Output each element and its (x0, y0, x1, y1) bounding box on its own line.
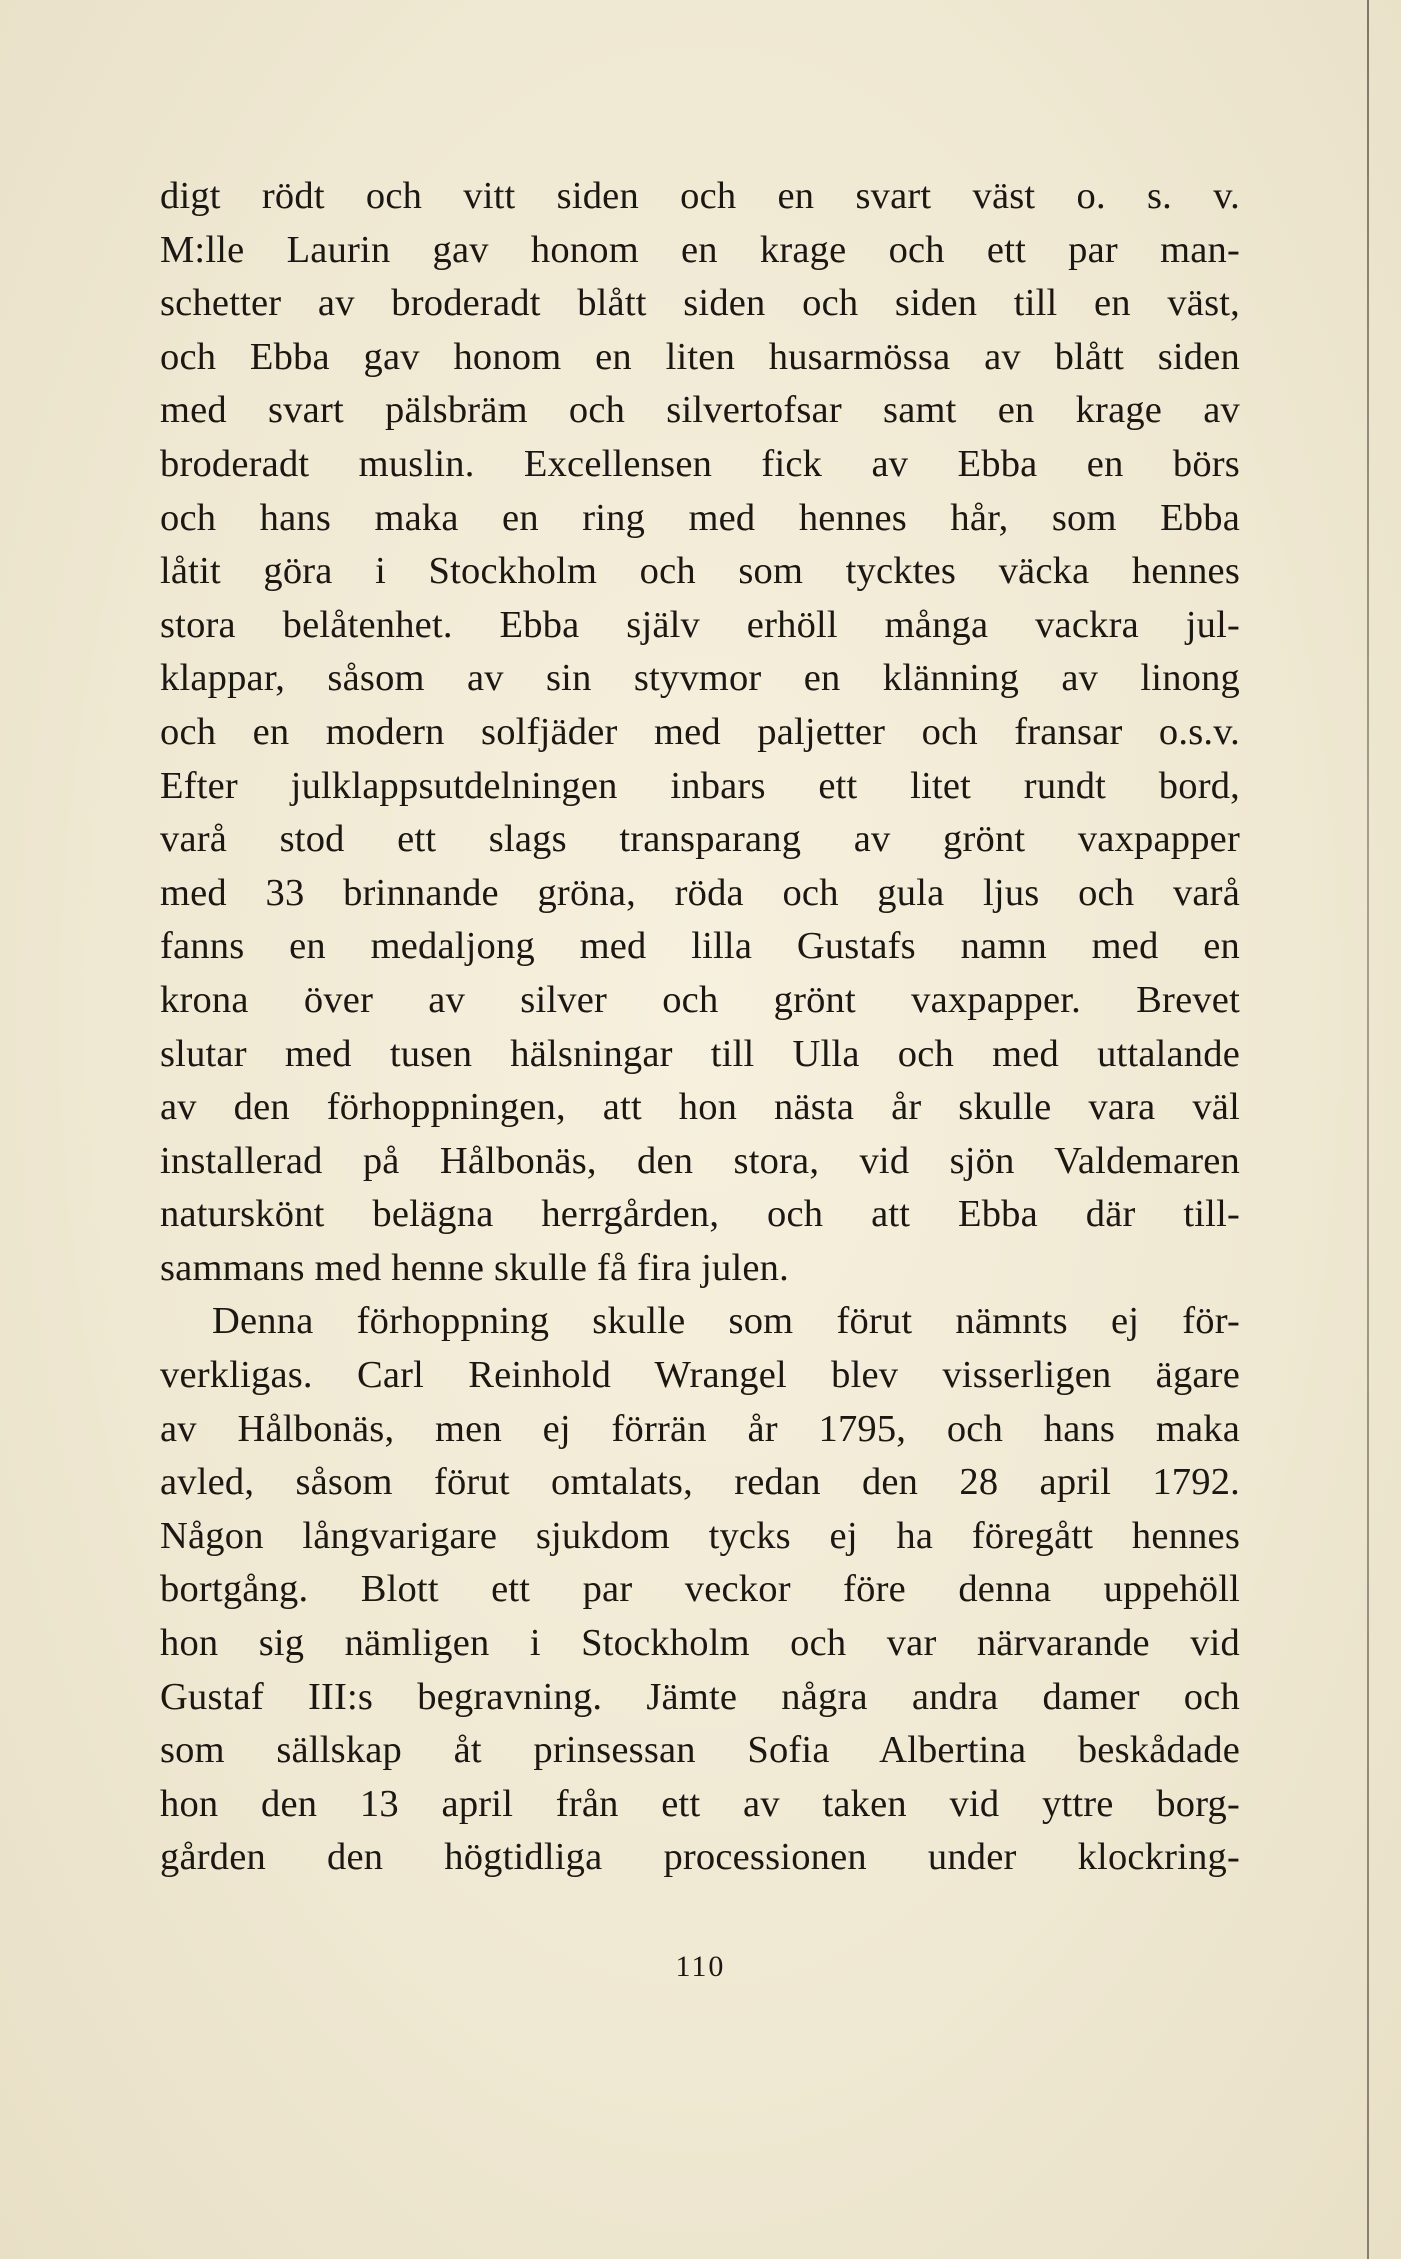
text-line: klappar, såsom av sin styvmor en klänning av linong (160, 657, 1240, 700)
text-line: fanns en medaljong med lilla Gustafs namn med en (160, 925, 1240, 968)
text-line: Någon långvarigare sjukdom tycks ej ha föregått hennes (160, 1514, 1240, 1557)
text-line: avled, såsom förut omtalats, redan den 28 april 1792. (160, 1461, 1240, 1504)
text-line: Efter julklappsutdelningen inbars ett litet rundt bord, (160, 764, 1240, 807)
text-line: stora belåtenhet. Ebba själv erhöll många vackra jul- (160, 603, 1240, 646)
text-line: med svart pälsbräm och silvertofsar samt en krage av (160, 389, 1240, 432)
text-line: med 33 brinnande gröna, röda och gula ljus och varå (160, 871, 1240, 914)
text-line: slutar med tusen hälsningar till Ulla och med uttalande (160, 1032, 1240, 1075)
page-edge-shadow (1367, 0, 1369, 2259)
body-text (160, 170, 1240, 1885)
text-line: sammans med henne skulle få fira julen. (160, 1246, 789, 1289)
text-line: krona över av silver och grönt vaxpapper. Brevet (160, 978, 1240, 1021)
text-line: digt rödt och vitt siden och en svart väst o. s. v. (160, 175, 1240, 217)
text-line: bortgång. Blott ett par veckor före denna uppehöll (160, 1568, 1240, 1611)
text-line: hon den 13 april från ett av taken vid yttre borg- (160, 1782, 1240, 1825)
text-line: varå stod ett slags transparang av grönt vaxpapper (160, 818, 1240, 861)
text-line: av Hålbonäs, men ej förrän år 1795, och hans maka (160, 1407, 1240, 1450)
text-line: Denna förhoppning skulle som förut nämnts ej för- (212, 1300, 1240, 1343)
text-line: som sällskap åt prinsessan Sofia Albertina beskådade (160, 1729, 1240, 1772)
text-line: låtit göra i Stockholm och som tycktes väcka hennes (160, 550, 1240, 593)
text-line: Gustaf III:s begravning. Jämte några andra damer och (160, 1675, 1240, 1718)
text-line: gården den högtidliga processionen under klockring- (160, 1836, 1240, 1879)
text-line: verkligas. Carl Reinhold Wrangel blev visserligen ägare (160, 1354, 1240, 1397)
text-line: broderadt muslin. Excellensen fick av Ebba en börs (160, 442, 1240, 485)
text-line: installerad på Hålbonäs, den stora, vid sjön Valdemaren (160, 1139, 1240, 1182)
page-number: 110 (675, 1950, 726, 1983)
text-line: av den förhoppningen, att hon nästa år skulle vara väl (160, 1086, 1240, 1129)
text-line: och Ebba gav honom en liten husarmössa av blått siden (160, 335, 1240, 378)
text-line: hon sig nämligen i Stockholm och var närvarande vid (160, 1622, 1240, 1665)
text-line: naturskönt belägna herrgården, och att Ebba där till- (160, 1193, 1240, 1236)
text-line: och en modern solfjäder med paljetter och fransar o.s.v. (160, 710, 1240, 753)
text-line: M:lle Laurin gav honom en krage och ett par man- (160, 228, 1240, 271)
text-line: och hans maka en ring med hennes hår, som Ebba (160, 496, 1240, 539)
text-line: schetter av broderadt blått siden och siden till en väst, (160, 282, 1240, 325)
